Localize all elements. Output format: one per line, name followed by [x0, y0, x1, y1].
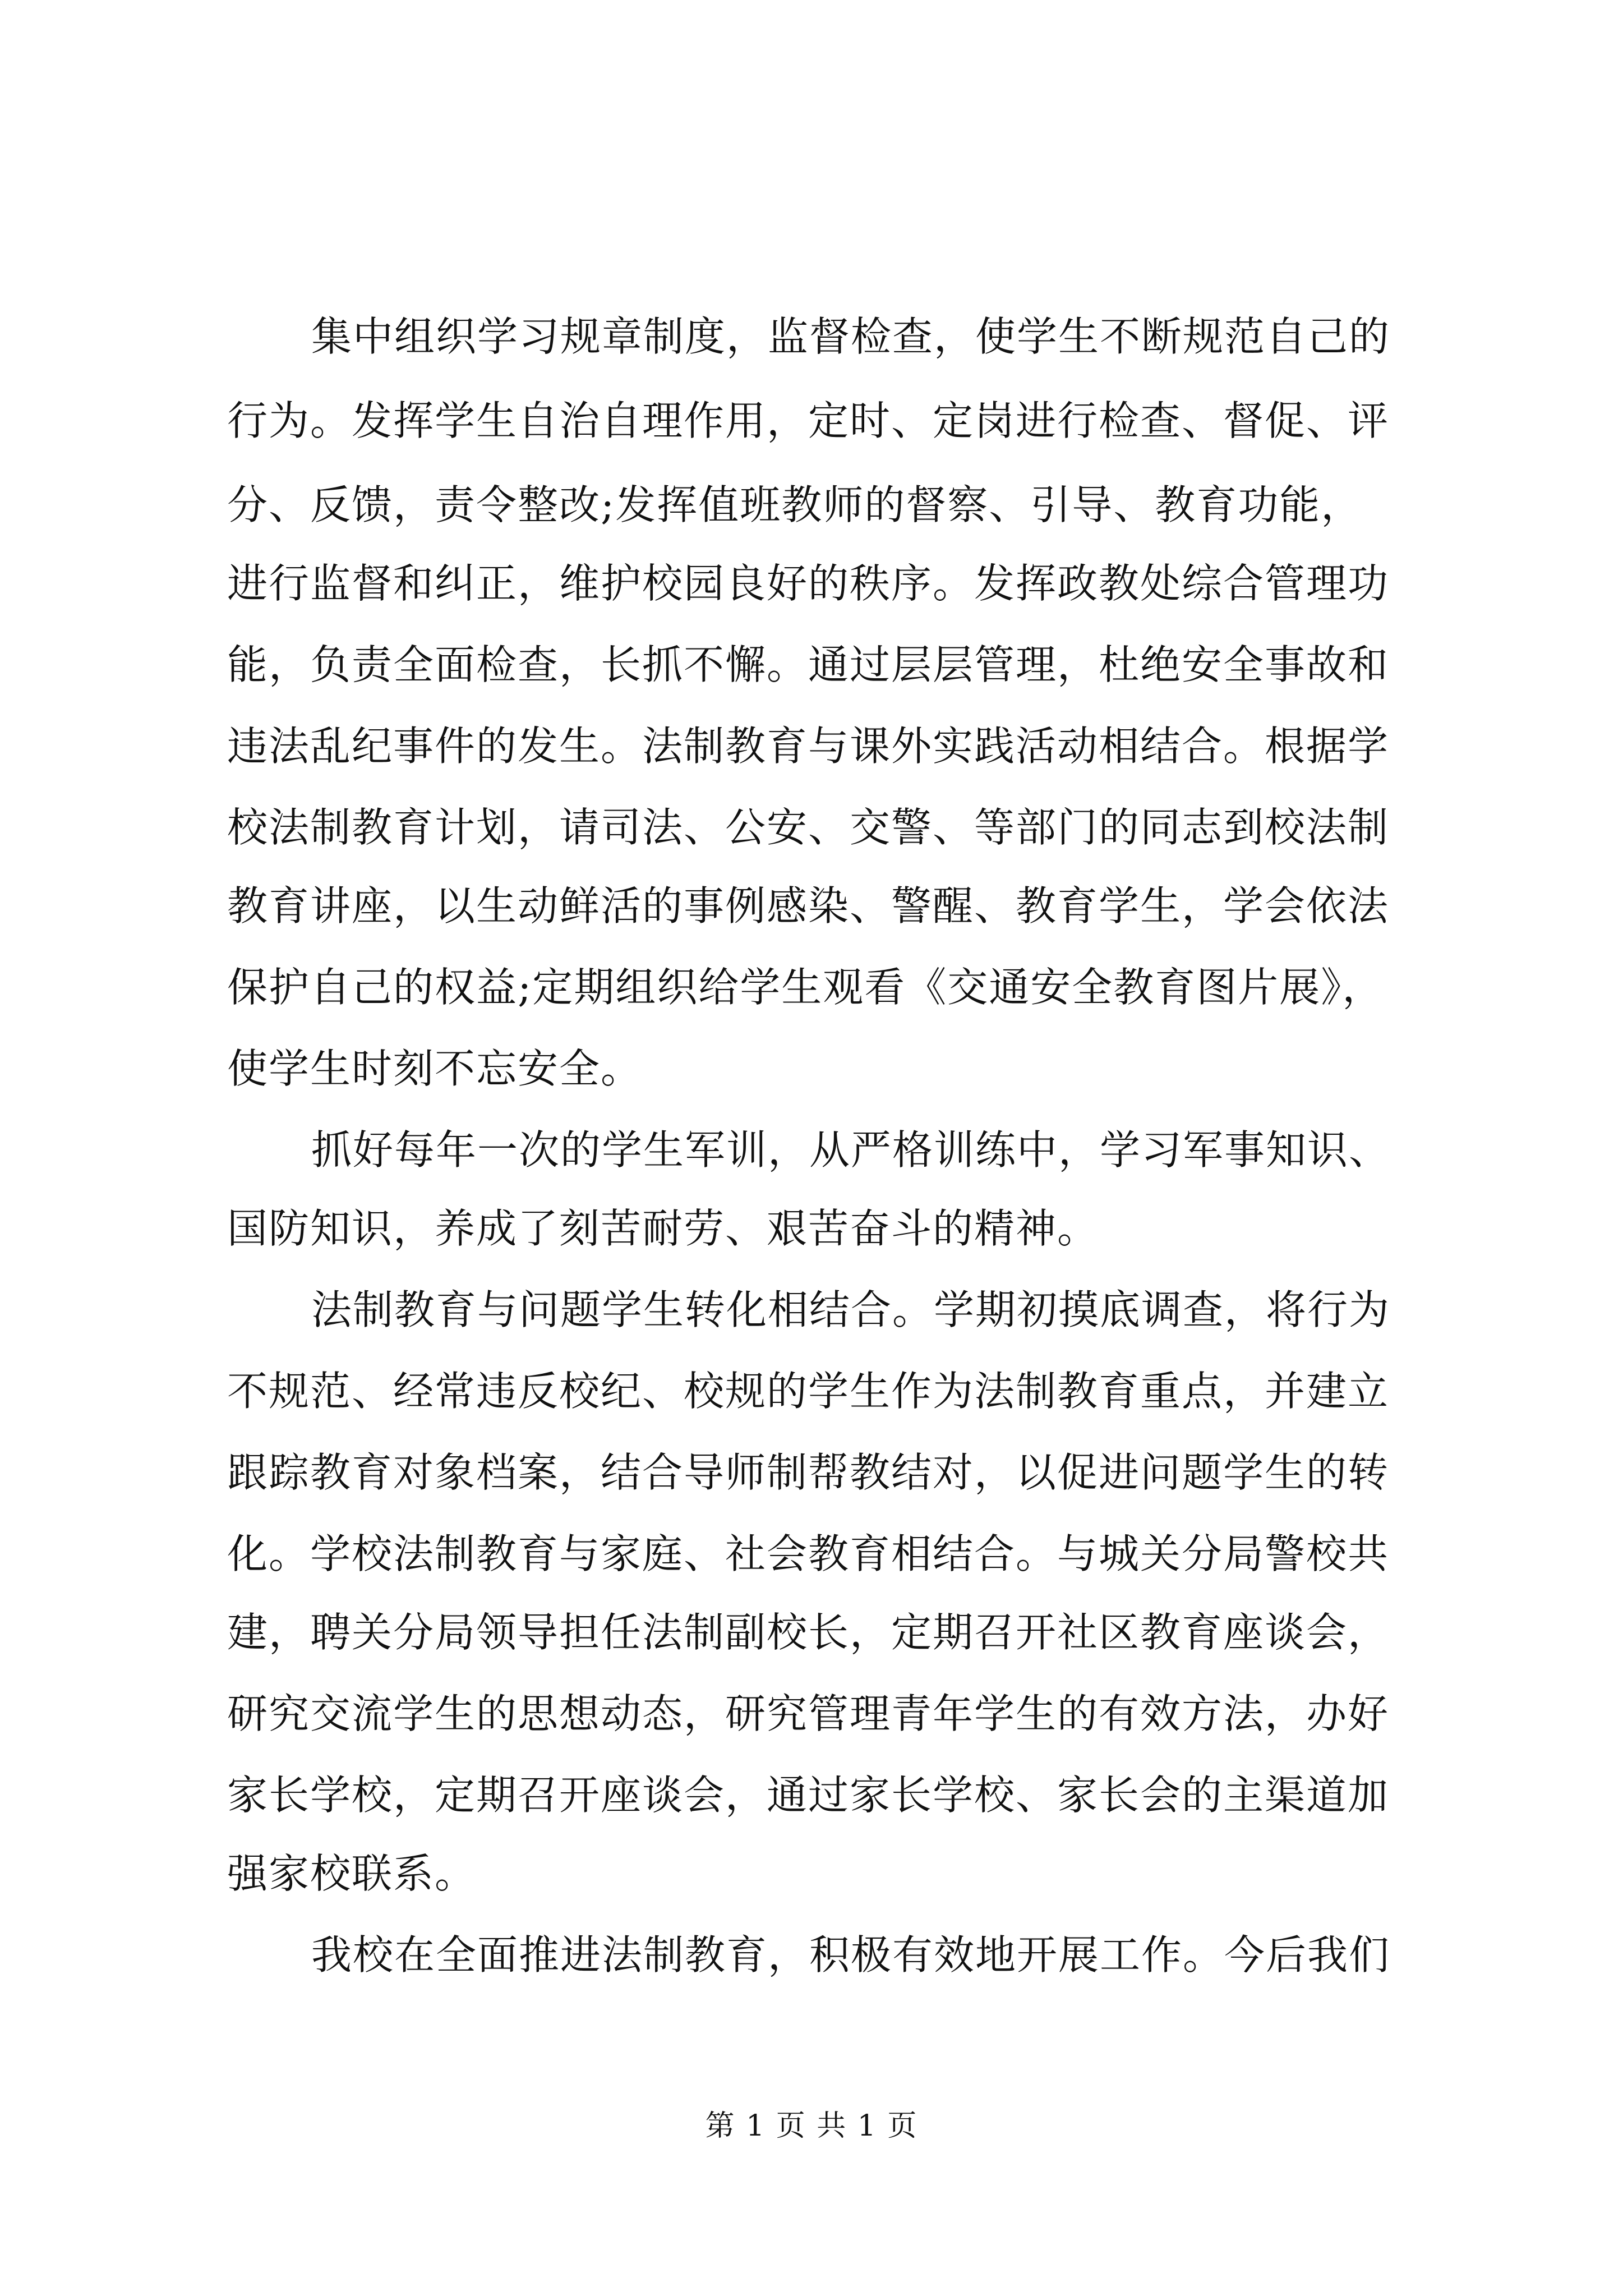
text-line: 建，聘关分局领导担任法制副校长，定期召开社区教育座谈会，	[227, 1609, 1390, 1656]
text-line: 我校在全面推进法制教育，积极有效地开展工作。今后我们	[311, 1931, 1391, 1978]
text-line: 进行监督和纠正，维护校园良好的秩序。发挥政教处综合管理功	[227, 560, 1390, 607]
text-line: 保护自己的权益;定期组织给学生观看《交通安全教育图片展》，	[227, 964, 1384, 1011]
text-line: 跟踪教育对象档案，结合导师制帮教结对，以促进问题学生的转	[227, 1449, 1390, 1496]
text-line: 不规范、经常违反校纪、校规的学生作为法制教育重点，并建立	[227, 1368, 1390, 1415]
text-line: 集中组织学习规章制度，监督检查，使学生不断规范自己的	[311, 313, 1391, 360]
text-line: 家长学校，定期召开座谈会，通过家长学校、家长会的主渠道加	[227, 1772, 1390, 1819]
text-line: 能，负责全面检查，长抓不懈。通过层层管理，杜绝安全事故和	[227, 641, 1390, 688]
text-line: 教育讲座，以生动鲜活的事例感染、警醒、教育学生，学会依法	[227, 882, 1390, 930]
text-line: 抓好每年一次的学生军训，从严格训练中，学习军事知识、	[311, 1126, 1391, 1174]
text-line: 国防知识，养成了刻苦耐劳、艰苦奋斗的精神。	[227, 1205, 1099, 1252]
text-line: 违法乱纪事件的发生。法制教育与课外实践活动相结合。根据学	[227, 723, 1390, 770]
text-line: 校法制教育计划，请司法、公安、交警、等部门的同志到校法制	[227, 804, 1390, 851]
page-number-footer: 第 1 页 共 1 页	[705, 2109, 918, 2143]
text-line: 法制教育与问题学生转化相结合。学期初摸底调查，将行为	[311, 1286, 1391, 1333]
text-line: 行为。发挥学生自治自理作用，定时、定岗进行检查、督促、评	[227, 397, 1390, 444]
text-line: 研究交流学生的思想动态，研究管理青年学生的有效方法，办好	[227, 1690, 1390, 1737]
text-line: 分、反馈，责令整改;发挥值班教师的督察、引导、教育功能，	[227, 481, 1363, 528]
text-line: 强家校联系。	[227, 1850, 477, 1897]
text-line: 使学生时刻不忘安全。	[227, 1045, 643, 1092]
text-line: 化。学校法制教育与家庭、社会教育相结合。与城关分局警校共	[227, 1530, 1390, 1577]
